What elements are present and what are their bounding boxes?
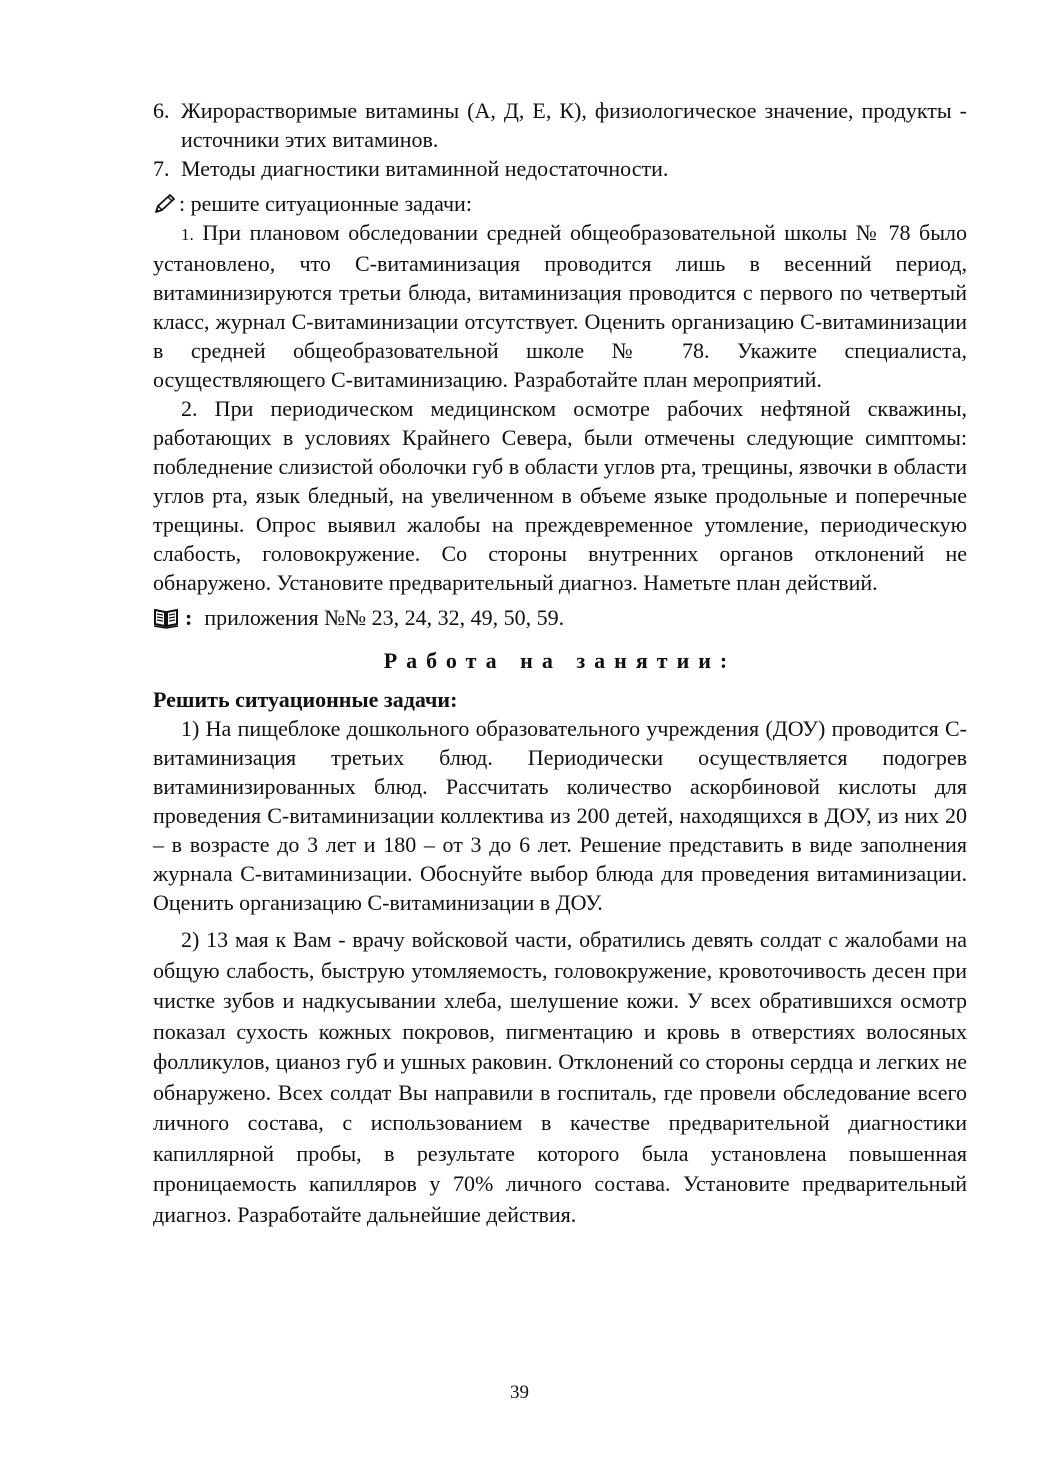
list-item	[153, 154, 967, 183]
homework-task-1	[153, 218, 967, 394]
list-item-text: Жирорастворимые витамины (А, Д, Е, К), физиологическое значение, продукты - источники этих витаминов.	[181, 98, 967, 152]
homework-task-2	[153, 394, 967, 597]
class-task-1: 1) На пищеблоке дошкольного образовательного учреждения (ДОУ) проводится С- витаминизация третьих блюд. Периодически осуществляется подогрев витаминизированных блюд. Рассчитать количество аскорбиновой кислоты для проведения С-витаминизации коллектива из 200 детей, находящихся в ДОУ, из них 20 – в возрасте до 3 лет и 180 – от 3 до 6 лет. Решение представить в виде заполнения журнала С-витаминизации. Обоснуйте выбор блюда для проведения витаминизации. Оценить организацию С-витаминизации в ДОУ.	[153, 716, 967, 915]
appendix-text: приложения №№ 23, 24, 32, 49, 50, 59.	[204, 605, 565, 630]
section-title: Работа на занятии:	[383, 648, 737, 673]
homework-prompt-text: : решите ситуационные задачи:	[179, 191, 472, 216]
subheading: Решить ситуационные задачи:	[153, 687, 458, 712]
list-item-number: 6.	[153, 98, 170, 123]
book-icon	[153, 607, 179, 629]
list-item	[153, 96, 967, 154]
homework-prompt	[153, 189, 967, 218]
task-text: При периодическом медицинском осмотре рабочих нефтяной скважины, работающих в условиях Крайнего Севера, были отмечены следующие симптомы: побледнение слизистой оболочки губ в области углов рта, трещины, язвочки в области углов рта, язык бледный, на увеличенном в объеме языке продольные и поперечные трещины. Опрос выявил жалобы на преждевременное утомление, периодическую слабость, головокружение. Со стороны внутренних органов отклонений не обнаружено. Установите предварительный диагноз. Наметьте план действий.	[153, 396, 967, 595]
class-task-2: 2) 13 мая к Вам - врачу войсковой части, обратились девять солдат с жалобами на общую слабость, быструю утомляемость, головокружение, кровоточивость десен при чистке зубов и надкусывании хлеба, шелушение кожи. У всех обратившихся осмотр показал сухость кожных покровов, пигментацию и кровь в отверстиях волосяных фолликулов, цианоз губ и ушных раковин. Отклонений со стороны сердца и легких не обнаружено. Всех солдат Вы направили в госпиталь, где провели обследование всего личного состава, с использованием в качестве предварительной диагностики капиллярной пробы, в результате которого была установлена повышенная проницаемость капилляров у 70% личного состава. Установите предварительный диагноз. Разработайте дальнейшие действия.	[153, 927, 967, 1227]
list-item-number: 7.	[153, 156, 170, 181]
task-number: 2.	[181, 396, 198, 421]
list-item-text: Методы диагностики витаминной недостаточности.	[181, 156, 669, 181]
appendix-colon: :	[185, 605, 193, 630]
task-number: 1.	[181, 225, 194, 244]
page-number: 39	[510, 1382, 529, 1403]
pencil-icon	[153, 193, 177, 215]
appendix-reference	[153, 603, 967, 632]
document-page	[153, 96, 967, 1230]
task-text: При плановом обследовании средней общеобразовательной школы № 78 было установлено, что С-витаминизация проводится лишь в весенний период, витаминизируются третьи блюда, витаминизация проводится с первого по четвертый класс, журнал С-витаминизации отсутствует. Оценить организацию С-витаминизации в средней общеобразовательной школе № 78. Укажите специалиста, осуществляющего С-витаминизацию. Разработайте план мероприятий.	[153, 220, 967, 392]
